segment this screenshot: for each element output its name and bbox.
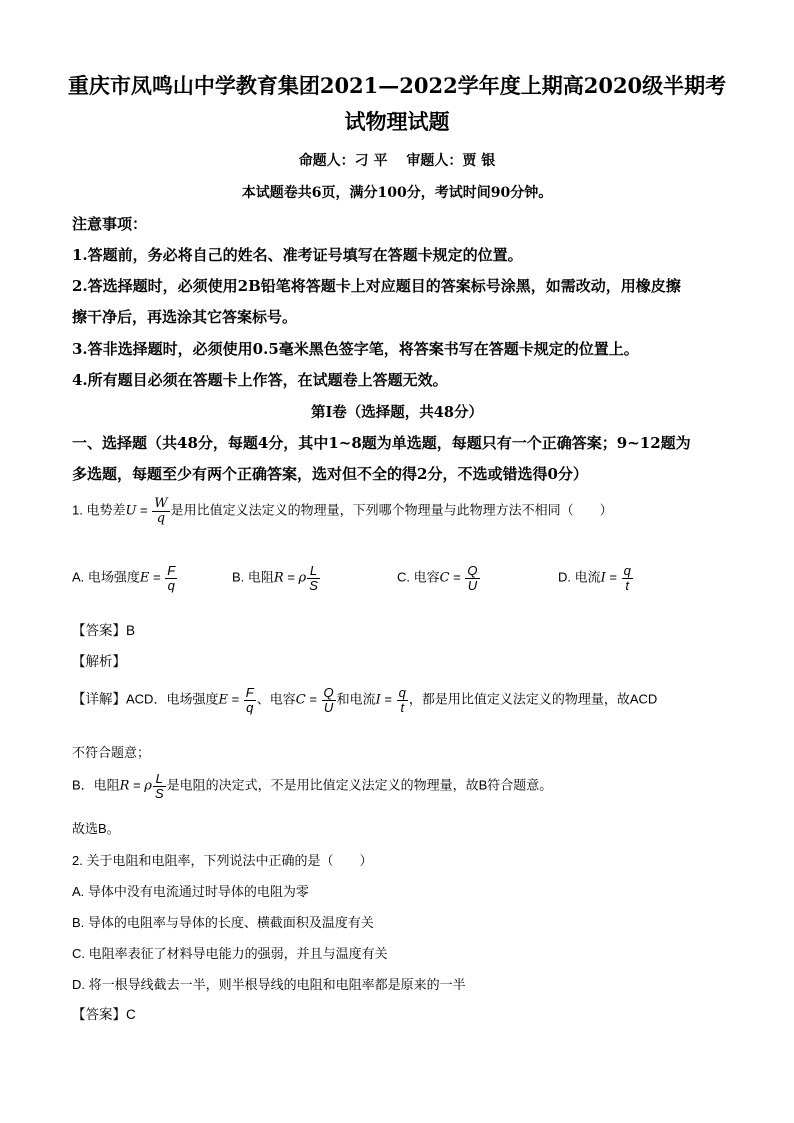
q1-option-b-var: R (273, 570, 284, 586)
q1-option-a-frac (165, 564, 177, 592)
q2-option-d: D. 将一根导线截去一半，则半根导线的电阻和电阻率都是原来的一半 (72, 977, 466, 992)
q2-answer-tag: 【答案】 (72, 1007, 126, 1022)
q1-option-b-den: S (309, 577, 318, 593)
q1-prefix: 1. 电势差 (72, 502, 126, 518)
q1-detail-line3: B．电阻R = ρ $\frac{L}{S}$ 是电阻的决定式，不是用比值定义法定义的物理量，故B符合题意。 (72, 771, 553, 801)
q1-option-b-num: L (307, 564, 320, 579)
q1-option-a-den: q (167, 577, 175, 593)
q1-detail-rho: ρ (144, 778, 152, 794)
q1-frac-num: W (154, 496, 168, 511)
q1-option-d-frac (622, 564, 633, 592)
exam-title-line2: 试物理试题 (344, 109, 450, 134)
q1-detail-c-num: Q (323, 685, 334, 700)
note-item-2: 2.答选择题时，必须使用2B铅笔将答题卡上对应题目的答案标号涂黑，如需改动，用橡皮擦 (72, 277, 681, 295)
q1-detail-a4: ，都是用比值定义法定义的物理量，故ACD (408, 691, 658, 707)
q1-eq: = (136, 502, 152, 518)
q1-detail-e-den: q (246, 699, 254, 715)
q1-fraction (152, 497, 169, 525)
q1-option-c-label: C. 电容 (397, 569, 440, 585)
q1-var-u: U (125, 503, 137, 519)
note-item-3: 3.答非选择题时，必须使用0.5毫米黑色签字笔，将答案书写在答题卡规定的位置上。 (72, 340, 639, 358)
q1-detail-a3: 和电流 (336, 691, 376, 707)
q1-detail-b1: B．电阻 (72, 777, 120, 793)
q1-option-d-var: I (600, 570, 606, 586)
q1-option-c-den: U (467, 577, 478, 593)
q1-option-b-frac (307, 564, 320, 592)
q1-option-b-label: B. 电阻 (232, 569, 274, 585)
q1-option-c-var: C (439, 570, 450, 586)
section-instruction-line2: 多选题，每题至少有两个正确答案，选对但不全的得2分，不选或错选得0分） (72, 465, 588, 483)
q2-option-c: C. 电阻率表征了材料导电能力的强弱，并且与温度有关 (72, 946, 388, 961)
q1-answer (72, 619, 135, 639)
q1-detail-i-den: t (400, 699, 405, 715)
q1-detail-line1: 【详解】ACD．电场强度E = $\frac{F}{q}$ 、电容C = $\frac{Q}{U}$ 和电流I = $\frac{q}{t}$ ，都是用比值定义法定义的物理量，故ACD (72, 685, 658, 715)
note-item-4: 4.所有题目必须在答题卡上作答，在试题卷上答题无效。 (72, 371, 448, 389)
q1-option-c-frac (465, 564, 479, 592)
q1-detail-r-frac (153, 772, 166, 800)
q1-detail-c-den: U (323, 699, 334, 715)
q1-option-b-rho: ρ (298, 570, 307, 586)
q2-answer (72, 1003, 136, 1023)
q1-detail-e-var: E (218, 692, 228, 708)
exam-title-line1: 重庆市凤鸣山中学教育集团2021—2022学年度上期高2020级半期考 (67, 73, 727, 98)
q1-detail-tag: 【详解】 (72, 691, 126, 707)
q1-answer-value: B (126, 623, 136, 638)
q1-detail-c-var: C (295, 692, 306, 708)
q1-detail-i-frac (397, 686, 408, 714)
q2-answer-value: C (126, 1007, 136, 1022)
q1-option-b: B. 电阻R = ρ $\frac{L}{S}$ (232, 563, 318, 593)
q1-option-a: A. 电场强度E = $\frac{F}{q}$ (72, 563, 176, 593)
q1-detail-r-num: L (153, 772, 166, 787)
notes-heading: 注意事项： (72, 215, 148, 233)
note-item-2-cont: 擦干净后，再选涂其它答案标号。 (72, 308, 298, 326)
section-instruction-line1: 一、选择题（共48分，每题4分，其中1~8题为单选题，每题只有一个正确答案；9~12题为 (72, 434, 691, 452)
q1-detail-i-num: q (398, 685, 406, 700)
q2-option-b: B. 导体的电阻率与导体的长度、横截面积及温度有关 (72, 915, 374, 930)
q1-option-c-num: Q (467, 563, 478, 578)
q1-suffix: 是用比值定义法定义的物理量，下列哪个物理量与此物理方法不相同（ ） (170, 502, 613, 518)
q1-conclusion: 故选B。 (72, 821, 120, 836)
question-1-stem (72, 497, 613, 525)
q1-detail-r-var: R (119, 778, 130, 794)
section-title: 第Ⅰ卷（选择题，共48分） (311, 404, 483, 421)
q1-detail-b2: 是电阻的决定式，不是用比值定义法定义的物理量，故B符合题意。 (166, 777, 553, 793)
q1-option-a-var: E (139, 570, 150, 586)
q1-frac-den: q (156, 510, 166, 526)
q1-analysis-tag: 【解析】 (72, 654, 126, 669)
q1-detail-c-frac (322, 686, 336, 714)
q1-option-d-label: D. 电流 (558, 569, 601, 585)
q1-detail-r-den: S (154, 785, 164, 801)
q2-option-a: A. 导体中没有电流通过时导体的电阻为零 (72, 884, 309, 899)
q1-detail-line2: 不符合题意； (72, 745, 151, 760)
question-2-stem: 2. 关于电阻和电阻率，下列说法中正确的是（ ） (72, 853, 373, 868)
q1-option-d: D. 电流I = $\frac{q}{t}$ (558, 563, 631, 593)
q1-detail-a1: ACD．电场强度 (126, 691, 219, 707)
q1-option-a-label: A. 电场强度 (72, 569, 140, 585)
exam-authors: 命题人：刁 平 审题人：贾 银 (298, 153, 496, 169)
q1-option-a-num: F (167, 563, 176, 578)
q1-detail-e-frac (244, 686, 256, 714)
q1-option-c: C. 电容C = $\frac{Q}{U}$ (397, 563, 478, 593)
q1-detail-a2: 、电容 (256, 691, 296, 707)
q1-detail-i-var: I (375, 692, 381, 708)
q1-option-d-den: t (625, 577, 630, 593)
note-item-1: 1.答题前，务必将自己的姓名、准考证号填写在答题卡规定的位置。 (72, 246, 523, 264)
q1-option-d-num: q (623, 563, 631, 578)
exam-info: 本试题卷共6页，满分100分，考试时间90分钟。 (241, 185, 553, 201)
q1-detail-e-num: F (245, 685, 254, 700)
q1-answer-tag: 【答案】 (72, 623, 126, 638)
